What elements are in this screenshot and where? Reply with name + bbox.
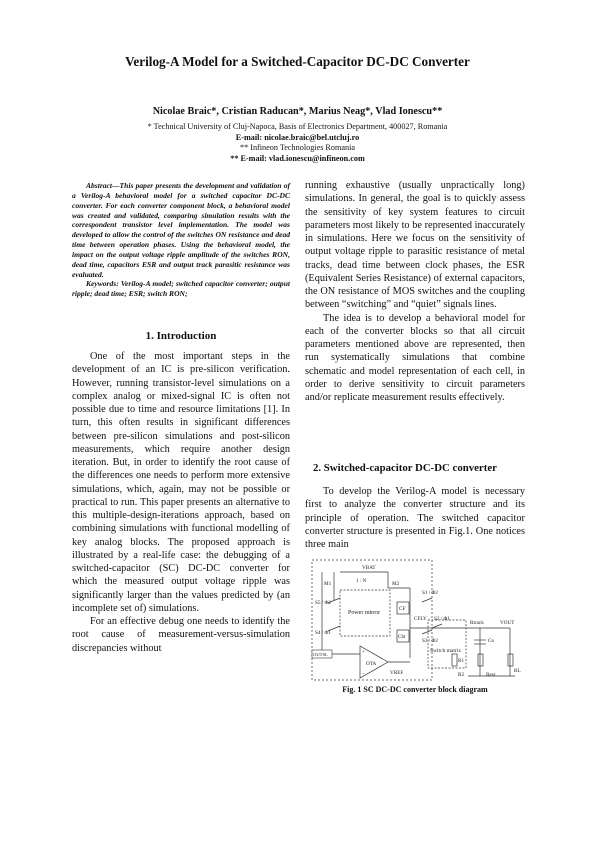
m2-label: M2 xyxy=(392,581,400,587)
abstract-text: Abstract—This paper presents the development and validation of a Verilog-A behavioral model for a switched capacitor DC-DC converter. For each converter component block, a behavioral model was created and validated, comparing simulation results with the correspondent transistor level implementation. The model was developed to allow the control of the switches ON resistance and dead time between operation phases. Using the behavioral model, the impact on the output voltage ripple amplitude of the switches RON, dead time, capacitors ESR and output track parasitic resistance was evaluated. xyxy=(72,181,290,279)
switch-matrix-label: Switch matrix xyxy=(430,648,462,654)
co-label: Co xyxy=(488,638,495,644)
section-2-body xyxy=(305,485,525,551)
s5-label: S5 / Φ2 xyxy=(315,600,331,606)
cbt-label: Cbt xyxy=(398,634,406,640)
cfly-label: CFLY xyxy=(414,616,427,622)
rtrack-label: Rtrack xyxy=(470,620,484,626)
s3-label: S3 / Φ2 xyxy=(422,638,438,644)
affiliation-1: * Technical University of Cluj-Napoca, Basis of Electronics Department, 400027, Romania xyxy=(147,122,448,131)
figure-caption: Fig. 1 SC DC-DC converter block diagram xyxy=(342,685,488,694)
block-diagram xyxy=(310,558,522,682)
cf-label: CF xyxy=(399,606,406,612)
power-mirror-label: Power mirror xyxy=(348,610,381,616)
rl-label: RL xyxy=(514,668,521,674)
paragraph: The idea is to develop a behavioral model for each of the converter blocks so that all circuit parameters mentioned above are represented, then run systematically simulations that combine schematic and model representation of each cell, in order to derive sensitivity to circuit parameters and/or replicate measurement results effectively. xyxy=(305,312,525,403)
section-1-body xyxy=(72,350,290,655)
outsl-label: OUTSL xyxy=(313,652,328,657)
section-1-heading: 1. Introduction xyxy=(145,330,217,342)
m1-label: M1 xyxy=(324,581,332,587)
resr-resistor xyxy=(478,654,483,666)
abstract-block xyxy=(72,181,290,299)
email-1: E-mail: nicolae.braic@bel.utcluj.ro xyxy=(235,133,360,142)
paragraph: One of the most important steps in the development of an IC is pre-silicon verification. However, running transistor-level simulations on a complex analog or mixed-signal IC is often not possible due to time and resource limitations [1]. In turn, this often results in significant differences between pre-silicon simulations and post-silicon measurements, which require another design iteration. But, in order to identify the root cause of the differences one needs to perform more extensive simulations, which, again, may not be possible or practical to run. This paper presents an alternative to this multiple-design-iterations approach, based on combining simulations with functional modelling of key analog blocks. The proposed approach is illustrated by a real-life case: the debugging of a switched-capacitor (SC) DC-DC converter for which the measured output voltage ripple was significantly larger than the values predicted by (an incomplete set of) simulations. xyxy=(72,351,290,614)
s2-label: S2 / Φ1 xyxy=(434,616,450,622)
r2-label: R2 xyxy=(458,672,465,678)
paragraph: To develop the Verilog-A model is necessary first to analyze the converter structure and its principle of operation. The switched capacitor converter structure is presented in Fig.1. One notices three main xyxy=(305,486,525,550)
ota-label: OTA xyxy=(366,661,377,667)
keywords-text: Keywords: Verilog-A model; switched capacitor converter; output ripple; dead time; ESR; switch RON; xyxy=(72,279,290,299)
paper-title: Verilog-A Model for a Switched-Capacitor DC-DC Converter xyxy=(125,54,470,69)
s1-label: S1 / Φ2 xyxy=(422,590,438,596)
author-list: Nicolae Braic*, Cristian Raducan*, Marius Neag*, Vlad Ionescu** xyxy=(152,106,443,117)
r1-resistor xyxy=(452,654,457,666)
email-2: ** E-mail: vlad.ionescu@infineon.com xyxy=(230,154,365,163)
ratio-label: 1 : N xyxy=(356,578,367,584)
vref-label: VREF xyxy=(390,670,404,676)
paragraph: For an effective debug one needs to identify the root cause of measurement-versus-simulation discrepancies without xyxy=(72,616,290,654)
affiliation-2: ** Infineon Technologies Romania xyxy=(239,143,355,152)
r1-label: R1 xyxy=(458,658,465,664)
block-diagram-figure xyxy=(310,558,522,682)
s4-label: S4 / Φ1 xyxy=(315,630,331,636)
section-2-heading: 2. Switched-capacitor DC-DC converter xyxy=(313,462,497,474)
ota-minus: − xyxy=(362,671,365,677)
paragraph: running exhaustive (usually unpractically long) simulations. In general, the goal is to quickly assess the sensitivity of key system features to circuit parameters most likely to be represented inaccurately in simulations. Here we focus on the sensitivity of output voltage ripple to parasitic resistance of metal tracks, dead time between clock phases, the ESR (Equivalent Series Resistance) of external capacitors, the ON resistance of MOS switches and the coupling between “switching” and “quiet” signals lines. xyxy=(305,180,525,311)
vbat-label: VBAT xyxy=(362,565,376,571)
resr-label: Resr xyxy=(486,672,496,678)
ota-plus: + xyxy=(362,649,365,655)
right-column-body xyxy=(305,179,525,404)
vout-label: VOUT xyxy=(500,620,515,626)
rl-resistor xyxy=(508,654,513,666)
